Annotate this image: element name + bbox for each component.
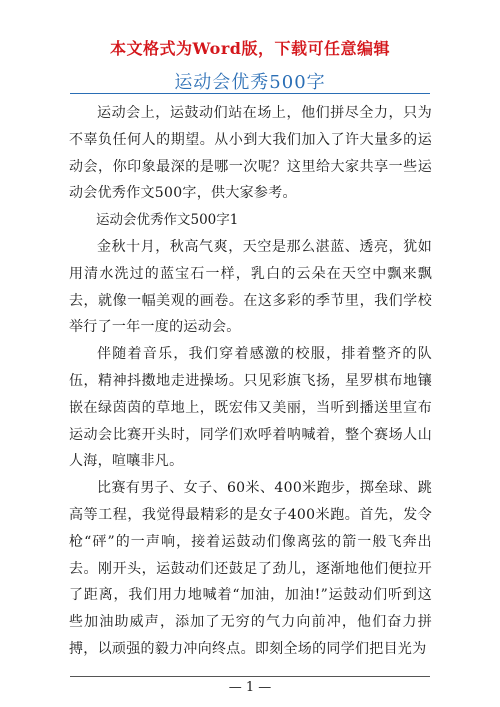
essay-subheading: 运动会优秀作文500字1 (96, 212, 239, 229)
page-number: — 1 — (228, 680, 272, 695)
body-paragraph-3: 比赛有男子、女子、60米、400米跑步，掷垒球、跳高等工程，我觉得最精彩的是女子400米跑。首先，发令枪“砰”的一声响，接着运鼓动们像离弦的箭一般飞奔出去。刚开头，运鼓动们还鼓足了劲儿，逐渐地他们便拉开了距离，我们用力地喊着“加油，加油!”运鼓动们听到这些加油助威声，添加了无穷的气力向前冲，他们奋力拼搏，以顽强的毅力冲向终点。即刻全场的同学们把目光为 (69, 480, 432, 657)
intro-paragraph: 运动会上，运鼓动们站在场上，他们拼尽全力，只为不辜负任何人的期望。从小到大我们加入了许大量多的运动会，你印象最深的是哪一次呢？这里给大家共享一些运动会优秀作文500字，供大家参考。 (69, 105, 432, 202)
format-banner: 本文格式为Word版，下载可任意编辑 (110, 39, 390, 58)
body-paragraph-1: 金秋十月，秋高气爽，天空是那么湛蓝、透亮，犹如用清水洗过的蓝宝石一样，乳白的云朵在天空中飘来飘去，就像一幅美观的画卷。在这多彩的季节里，我们学校举行了一年一度的运动会。 (69, 238, 432, 336)
title-divider (70, 93, 430, 94)
document-body (69, 100, 432, 663)
document-title: 运动会优秀500字 (174, 72, 326, 93)
body-paragraph-2: 伴随着音乐，我们穿着感激的校服，排着整齐的队伍，精神抖擞地走进操场。只见彩旗飞扬，星罗棋布地镶嵌在绿茵茵的草地上，既宏伟又美丽，当听到播送里宣布运动会比赛开头时，同学们欢呼着呐喊着，整个赛场人山人海，喧嚷非凡。 (69, 346, 432, 470)
footer-divider (70, 676, 430, 677)
